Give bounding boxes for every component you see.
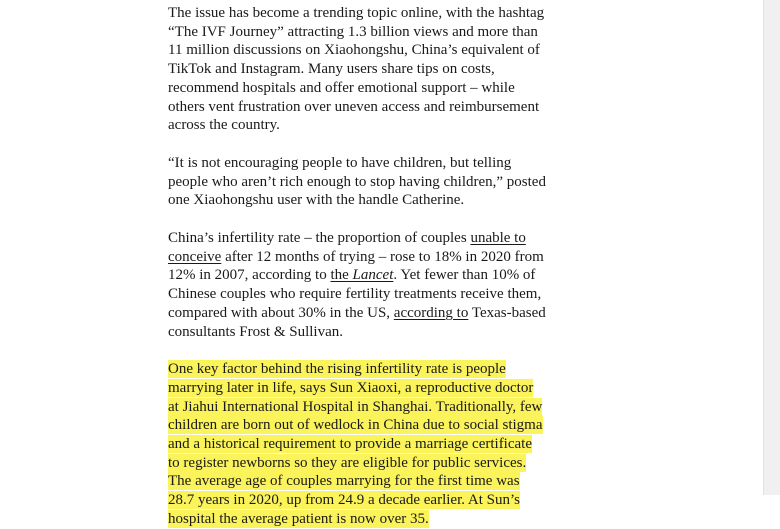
text-segment: . Yet fewer than 10% of Chinese couples who require fertility treatments receive them, compared with about 30% in the US, xyxy=(168,267,542,321)
article-body xyxy=(168,4,546,529)
text-segment: Texas-based consultants Frost & Sullivan. xyxy=(168,304,546,340)
link-prefix: the xyxy=(330,267,353,284)
text-segment: after 12 months of trying – rose to 18% in 2020 from 12% in 2007, according to xyxy=(168,248,544,284)
link-journal-name: Lancet xyxy=(352,267,394,284)
highlighted-text: One key factor behind the rising infertility rate is people marrying later in life, says Sun Xiaoxi, a reproductive doctor at Jiahui International Hospital in Shanghai. Traditionally, few children are born out of wedlock in China due to social stigma and a historical requirement to provide a marriage certificate to register newborns so they are eligible for public services. The average age of couples marrying for the first time was 28.7 years in 2020, up from 24.9 a decade earlier. At Sun’s hospital the average patient is now over 35. xyxy=(168,361,543,527)
text-segment: China’s infertility rate – the proportion of couples xyxy=(168,230,471,247)
paragraph-marrying-later xyxy=(168,360,546,528)
link-the-lancet[interactable] xyxy=(330,267,393,283)
paragraph-catherine-quote: “It is not encouraging people to have children, but telling people who aren’t rich enough to stop having children,” posted one Xiaohongshu user with the handle Catherine. xyxy=(168,154,546,209)
scrollbar[interactable] xyxy=(763,0,780,495)
paragraph-ivf-hashtag: The issue has become a trending topic online, with the hashtag “The IVF Journey” attracting 1.3 billion views and more than 11 million discussions on Xiaohongshu, China’s equivalent of TikTok and Instagram. Many users share tips on costs, recommend hospitals and offer emotional support – while others vent frustration over uneven access and reimbursement across the country. xyxy=(168,5,545,134)
link-unable-to-conceive[interactable]: unable to conceive xyxy=(168,230,526,265)
paragraph-infertility-rate xyxy=(168,229,546,341)
link-according-to[interactable]: according to xyxy=(393,304,469,321)
